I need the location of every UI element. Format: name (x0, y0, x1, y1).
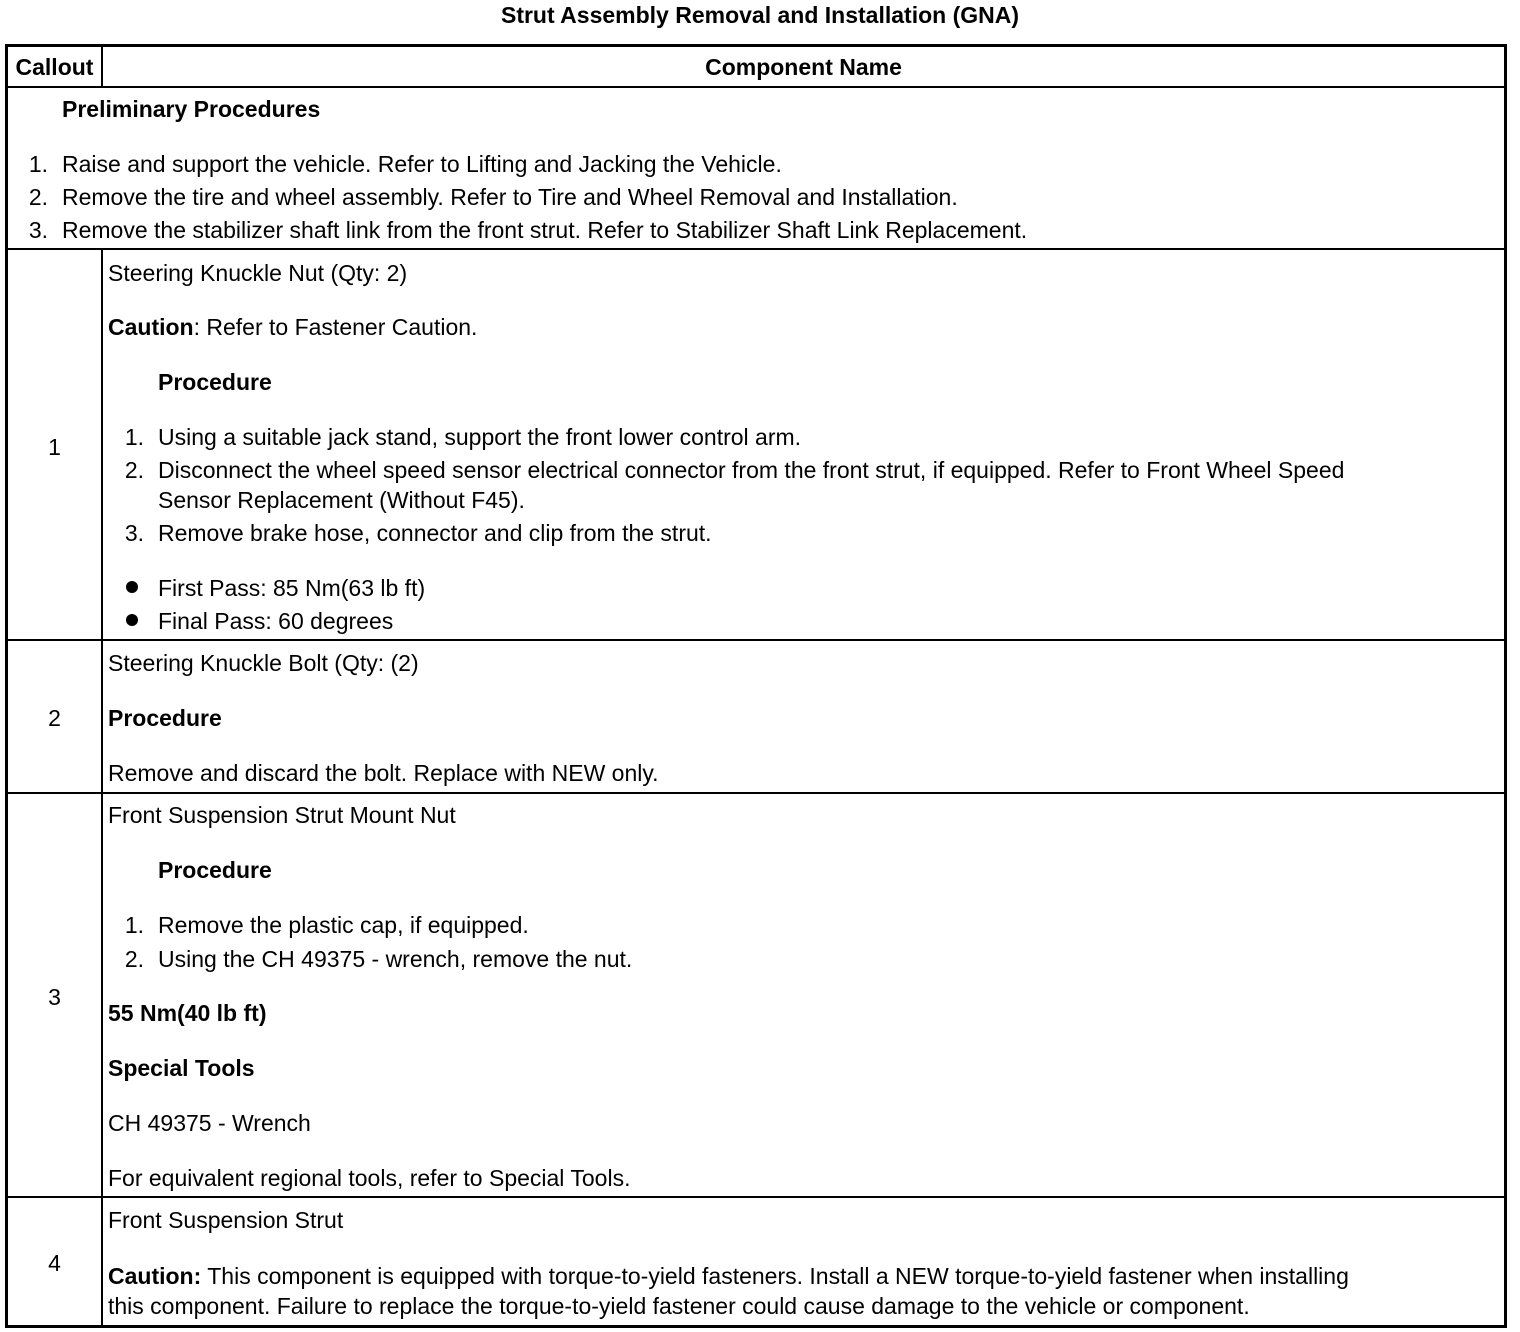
procedure-heading: Procedure (108, 705, 222, 731)
component-name: Steering Knuckle Nut (Qty: 2) (108, 260, 408, 286)
column-divider (101, 249, 103, 1326)
torque-spec: Final Pass: 60 degrees (158, 608, 394, 634)
torque-spec: First Pass: 85 Nm(63 lb ft) (158, 575, 426, 601)
page-title: Strut Assembly Removal and Installation (GNA) (500, 2, 1020, 28)
header-callout: Callout (15, 54, 94, 80)
step-number: 3. (28, 217, 48, 243)
step-number: 1. (28, 151, 48, 177)
header-divider (5, 86, 1507, 88)
caution-text: This component is equipped with torque-to-yield fasteners. Install a NEW torque-to-yield fastener when installing (201, 1263, 1349, 1289)
step-text: Using a suitable jack stand, support the front lower control arm. (158, 424, 802, 450)
bullet-icon (126, 614, 138, 626)
row-divider (5, 639, 1507, 641)
callout-number: 2 (48, 705, 61, 731)
caution-note (108, 1261, 1349, 1291)
callout-number: 1 (48, 434, 61, 460)
callout-number: 4 (48, 1250, 61, 1276)
row-divider (5, 248, 1507, 250)
step-number: 1. (124, 912, 144, 938)
step-text: Disconnect the wheel speed sensor electrical connector from the front strut, if equipped. Refer to Front Wheel Speed (158, 457, 1345, 483)
caution-label: Caution (108, 314, 194, 340)
procedure-note: Remove and discard the bolt. Replace with NEW only. (108, 760, 659, 786)
special-tool: CH 49375 - Wrench (108, 1110, 311, 1136)
procedure-heading: Procedure (158, 369, 272, 395)
step-number: 3. (124, 520, 144, 546)
step-text: Raise and support the vehicle. Refer to Lifting and Jacking the Vehicle. (62, 151, 782, 177)
step-number: 2. (124, 457, 144, 483)
caution-text-continued: this component. Failure to replace the torque-to-yield fastener could cause damage to the vehicle or component. (108, 1293, 1250, 1319)
component-name: Front Suspension Strut (108, 1207, 344, 1233)
row-divider (5, 1196, 1507, 1198)
step-number: 2. (124, 946, 144, 972)
step-text: Remove the plastic cap, if equipped. (158, 912, 529, 938)
component-name: Front Suspension Strut Mount Nut (108, 802, 456, 828)
step-number: 1. (124, 424, 144, 450)
step-text: Remove the stabilizer shaft link from the front strut. Refer to Stabilizer Shaft Link Replacement. (62, 217, 1028, 243)
special-tools-note: For equivalent regional tools, refer to Special Tools. (108, 1165, 631, 1191)
header-component-name: Component Name (705, 54, 902, 80)
caution-label: Caution: (108, 1263, 202, 1289)
preliminary-heading: Preliminary Procedures (62, 96, 321, 122)
step-text: Remove brake hose, connector and clip from the strut. (158, 520, 712, 546)
step-text: Using the CH 49375 - wrench, remove the nut. (158, 946, 633, 972)
procedure-heading: Procedure (158, 857, 272, 883)
step-text-continued: Sensor Replacement (Without F45). (158, 487, 525, 513)
callout-number: 3 (48, 984, 61, 1010)
torque-spec: 55 Nm(40 lb ft) (108, 1000, 267, 1026)
bullet-icon (126, 581, 138, 593)
caution-text: : Refer to Fastener Caution. (193, 314, 478, 340)
step-text: Remove the tire and wheel assembly. Refer to Tire and Wheel Removal and Installation. (62, 184, 958, 210)
component-name: Steering Knuckle Bolt (Qty: (2) (108, 650, 419, 676)
special-tools-heading: Special Tools (108, 1055, 255, 1081)
caution-note (108, 312, 477, 342)
row-divider (5, 792, 1507, 794)
step-number: 2. (28, 184, 48, 210)
